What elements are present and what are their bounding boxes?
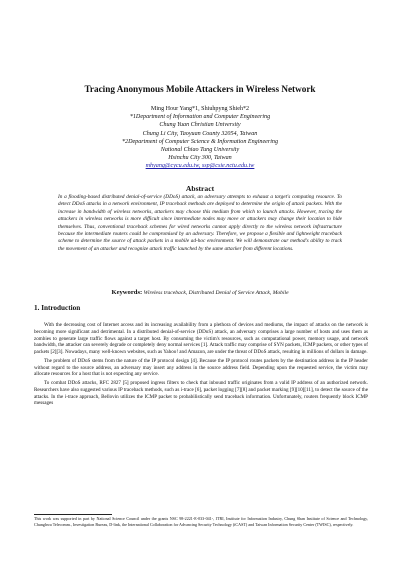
keywords-label: Keywords: [111, 289, 143, 296]
affiliation-1-line-3: Chung Li City, Taoyuan County 32054, Taiwan [142, 130, 258, 137]
footnote-text: This work was supported in part by National Science Council under the grants NSC 98-2221-E-033-041-, ITRI, Institute for Information Industry, Chung Shan Institute of Science and Technology, Chunghwa Telecomm., Investigation Bureau, D-link, the International Collaboration for Advancing Security Technology (iCAST) and Taiwan Information Security Center (TWISC), respectively. [34, 516, 368, 527]
affiliation-1-line-1: *1Department of Information and Computer Engineering [129, 114, 271, 121]
abstract-heading: Abstract [185, 184, 215, 193]
abstract-text: In a flooding-based distributed denial-of-service (DDoS) attack, an adversary attempts to exhaust a target's computing resource. To detect DDoS attacks in a network environment, IP traceback methods are deployed to determine the origin of attack packets. With the increase in bandwidth of wireless networks, attackers may choose this medium from which to launch attacks. However, tracing the attackers in wireless networks is more difficult since intermediate nodes may move or attackers may change their location to hide themselves. Thus, conventional traceback schemes for wired networks cannot apply directly to the wireless network infrastructure because the intermediate routers could be compromised by an adversary. Therefore, we propose a flexible and lightweight traceback scheme to determine the source of attack packets in a mobile ad-hoc environment. We will demonstrate our method's ability to track the movement of an attacker and recognize attack traffic launched by the same attacker from different locations. [58, 194, 342, 252]
affiliation-1-line-2: Chung Yuan Christian University [159, 122, 241, 129]
intro-paragraph: To combat DDoS attacks, RFC 2827 [5] proposed ingress filters to check that inbound traffic originates from a valid IP address of an authorized network. Researchers have also suggested various IP traceback methods, such as i-trace [6], packet logging [7][8] and packet marking [9][10][11], to detect the source of the attacks. In the i-trace approach, Bellovin utilizes the ICMP packet to probabilistically send traceback information. Unfortunately, routers frequently block ICMP messages [34, 380, 368, 407]
intro-paragraph: With the decreasing cost of Internet access and its increasing availability from a plethora of devices and mediums, the impact of attacks on the network is becoming more significant and detrimental. In a distributed denial-of-service (DDoS) attack, an adversary comprises a large number of hosts and uses them as zombies to generate large traffic flows against a target host. By consuming the victim's resources, such as computational power, memory usage, and network bandwidth, the attacker can severely degrade or completely deny normal services [1]. Attack traffic may comprise of SYN packets, ICMP packets, or other types of packets [2][3]. Nowadays, many well-known websites, such as Yahoo! and Amazon, are under the threat of DDoS attack, resulting in millions of dollars in damage. [34, 322, 368, 355]
author-names: Ming Hour Yang*1, Shiuhpyng Shieh*2 [150, 106, 250, 112]
affiliation-2-line-1: *2Department of Computer Science & Information Engineering [121, 138, 279, 145]
keywords-line [0, 289, 400, 296]
section-heading: 1. Introduction [34, 304, 81, 312]
intro-paragraph: The problem of DDoS stems from the nature of the IP protocol design [4]. Because the IP protocol routes packets by the destination address in the IP header without regard to the source address, an adversary may insert any address in the source address field. Depending upon the requested service, the victim may allocate resources for a host that is not expecting any service. [34, 357, 368, 378]
affiliation-2-line-2: National Chiao Tung University [160, 147, 240, 154]
author-block [0, 105, 400, 171]
author-emails[interactable]: mhyang@cycu.edu.tw, ssp@csie.nctu.edu.tw [145, 163, 255, 170]
introduction-body [34, 322, 368, 409]
affiliation-2-line-3: Hsinchu City 300, Taiwan [168, 155, 232, 162]
keywords-text: Wireless traceback, Distributed Denial of Service Attack, Mobile [143, 290, 289, 296]
footnote-divider [34, 514, 112, 515]
paper-title: Tracing Anonymous Mobile Attackers in Wireless Network [84, 84, 316, 94]
